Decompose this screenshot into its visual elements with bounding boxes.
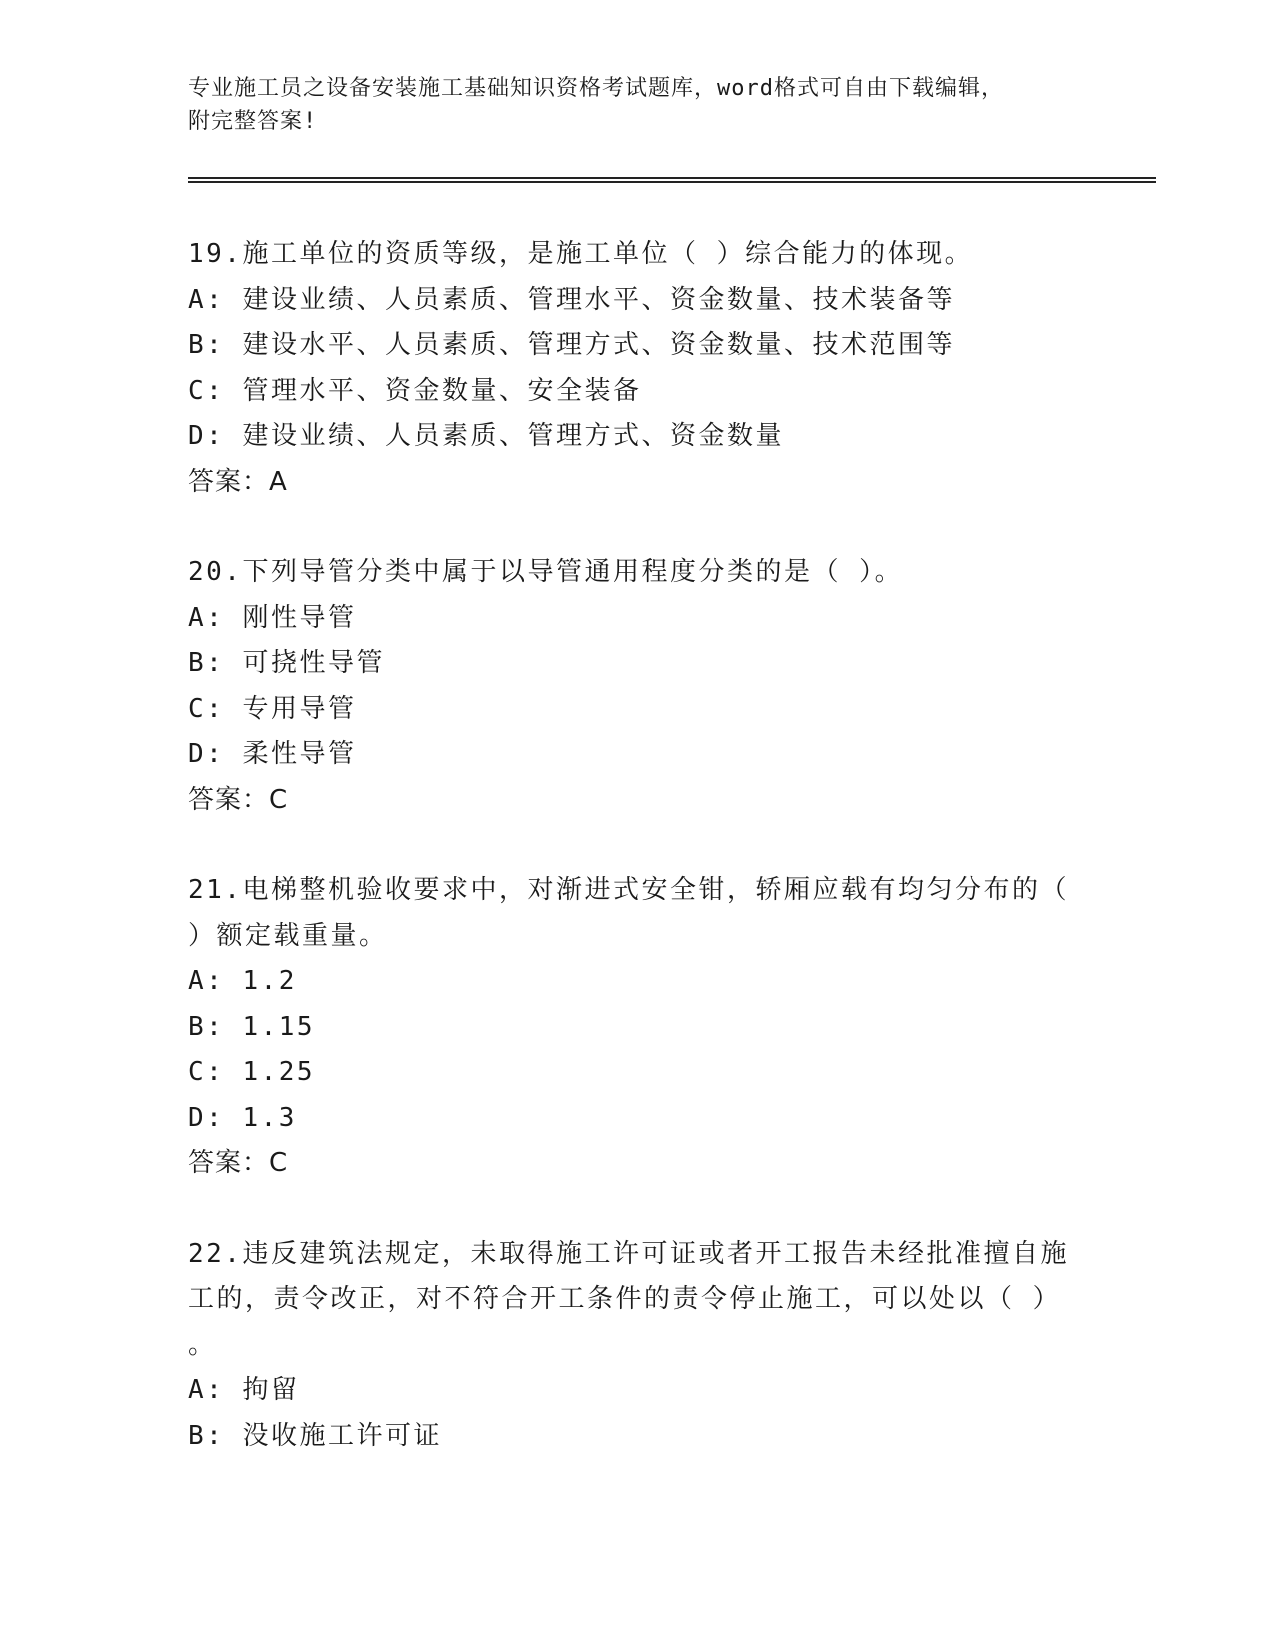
question-stem-line-2: ）额定载重量。 (188, 920, 388, 951)
question-spacer (188, 1187, 1088, 1232)
header-double-rule (188, 177, 1156, 183)
question-stem-line-2: 工的，责令改正，对不符合开工条件的责令停止施工，可以处以（ ） (188, 1284, 1062, 1314)
question-stem-line-1: 21.电梯整机验收要求中，对渐进式安全钳，轿厢应载有均匀分布的（ (188, 875, 1069, 905)
question-20 (188, 550, 1088, 823)
question-21 (188, 868, 1088, 1187)
question-stem: 19.施工单位的资质等级，是施工单位（ ）综合能力的体现。 (188, 239, 974, 269)
question-stem: 20.下列导管分类中属于以导管通用程度分类的是（ ）。 (188, 557, 904, 587)
answer-line: 答案：C (188, 1148, 289, 1178)
option-c: C: 1.25 (188, 1057, 316, 1087)
option-b: B: 没收施工许可证 (188, 1420, 442, 1451)
question-stem-line-1: 22.违反建筑法规定，未取得施工许可证或者开工报告未经批准擅自施 (188, 1238, 1069, 1269)
option-d: D: 1.3 (188, 1102, 297, 1133)
option-b: B: 可挠性导管 (188, 648, 385, 678)
answer-line: 答案：A (188, 466, 288, 497)
option-a: A: 刚性导管 (188, 602, 357, 633)
option-a: A: 拘留 (188, 1375, 300, 1405)
document-header (188, 72, 1088, 138)
option-a: A: 1.2 (188, 966, 297, 996)
option-b: B: 建设水平、人员素质、管理方式、资金数量、技术范围等 (188, 330, 955, 360)
question-19 (188, 232, 1088, 505)
question-spacer (188, 823, 1088, 868)
question-spacer (188, 505, 1088, 550)
option-c: C: 专用导管 (188, 693, 357, 724)
question-22 (188, 1232, 1088, 1460)
question-list (188, 232, 1088, 1459)
question-stem-line-3: 。 (188, 1329, 217, 1360)
option-b: B: 1.15 (188, 1011, 316, 1042)
option-c: C: 管理水平、资金数量、安全装备 (188, 375, 642, 406)
option-d: D: 柔性导管 (188, 739, 357, 769)
option-d: D: 建设业绩、人员素质、管理方式、资金数量 (188, 421, 784, 451)
answer-line: 答案：C (188, 784, 289, 815)
option-a: A: 建设业绩、人员素质、管理水平、资金数量、技术装备等 (188, 284, 955, 315)
header-line-2: 附完整答案! (188, 109, 318, 134)
header-line-1: 专业施工员之设备安装施工基础知识资格考试题库，word格式可自由下载编辑， (188, 76, 1004, 101)
